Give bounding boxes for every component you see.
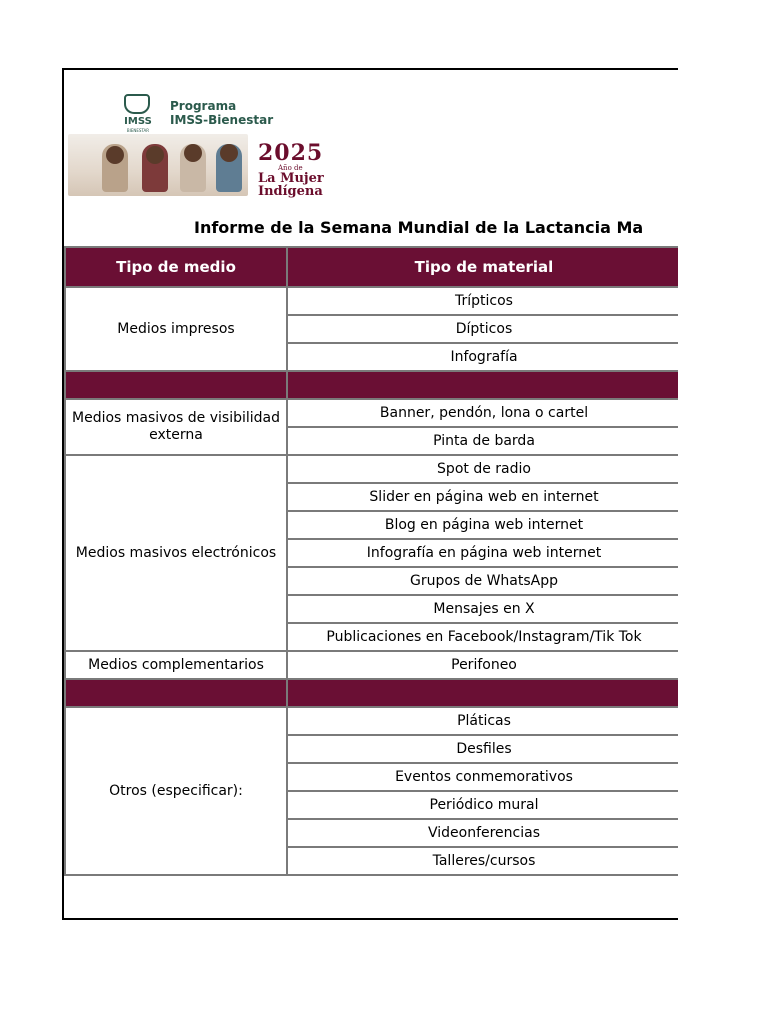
category-visibilidad: Medios masivos de visibilidad externa — [65, 399, 287, 455]
col-header-tipo-material: Tipo de material — [287, 247, 678, 287]
program-line2: IMSS-Bienestar — [170, 113, 274, 127]
table-row — [65, 707, 678, 735]
woman-head-4 — [220, 144, 238, 162]
table-row — [65, 287, 678, 315]
header-logos — [68, 90, 358, 200]
report-title: Informe de la Semana Mundial de la Lactancia Ma — [194, 218, 644, 237]
woman-head-3 — [184, 144, 202, 162]
indigenous-women-photo — [68, 134, 248, 196]
imss-logo-subtext: BIENESTAR — [126, 128, 150, 133]
material-cell: Desfiles — [287, 735, 678, 763]
material-cell: Slider en página web en internet — [287, 483, 678, 511]
material-cell: Videonferencias — [287, 819, 678, 847]
material-cell: Banner, pendón, lona o cartel — [287, 399, 678, 427]
material-cell: Trípticos — [287, 287, 678, 315]
program-name — [170, 99, 273, 127]
material-cell: Mensajes en X — [287, 595, 678, 623]
imss-emblem-icon — [124, 94, 150, 114]
table-row — [65, 399, 678, 427]
material-cell: Eventos conmemorativos — [287, 763, 678, 791]
separator-band — [65, 371, 678, 399]
separator-band — [65, 679, 678, 707]
category-electronicos: Medios masivos electrónicos — [65, 455, 287, 651]
material-cell: Pláticas — [287, 707, 678, 735]
category-impresos: Medios impresos — [65, 287, 287, 371]
woman-head-1 — [106, 146, 124, 164]
woman-head-2 — [146, 146, 164, 164]
report-sheet — [62, 68, 678, 920]
material-cell: Publicaciones en Facebook/Instagram/Tik Tok — [287, 623, 678, 651]
category-otros: Otros (especificar): — [65, 707, 287, 875]
material-cell: Talleres/cursos — [287, 847, 678, 875]
col-header-tipo-medio: Tipo de medio — [65, 247, 287, 287]
year-caption: Año de — [278, 164, 303, 172]
year-logo — [258, 142, 324, 198]
table-header-row — [65, 247, 678, 287]
material-cell: Blog en página web internet — [287, 511, 678, 539]
year-line3: Indígena — [258, 184, 323, 199]
table-row — [65, 455, 678, 483]
material-cell: Periódico mural — [287, 791, 678, 819]
program-line1: Programa — [170, 99, 237, 113]
year-line2: La Mujer — [258, 171, 324, 186]
material-cell: Grupos de WhatsApp — [287, 567, 678, 595]
material-cell: Spot de radio — [287, 455, 678, 483]
material-cell: Infografía en página web internet — [287, 539, 678, 567]
material-cell: Pinta de barda — [287, 427, 678, 455]
imss-logo-text: IMSS — [124, 116, 152, 127]
material-cell: Infografía — [287, 343, 678, 371]
category-complementarios: Medios complementarios — [65, 651, 287, 679]
media-table — [64, 246, 678, 876]
table-row — [65, 651, 678, 679]
material-cell: Dípticos — [287, 315, 678, 343]
material-cell: Perifoneo — [287, 651, 678, 679]
year-number: 2025 — [258, 140, 324, 166]
